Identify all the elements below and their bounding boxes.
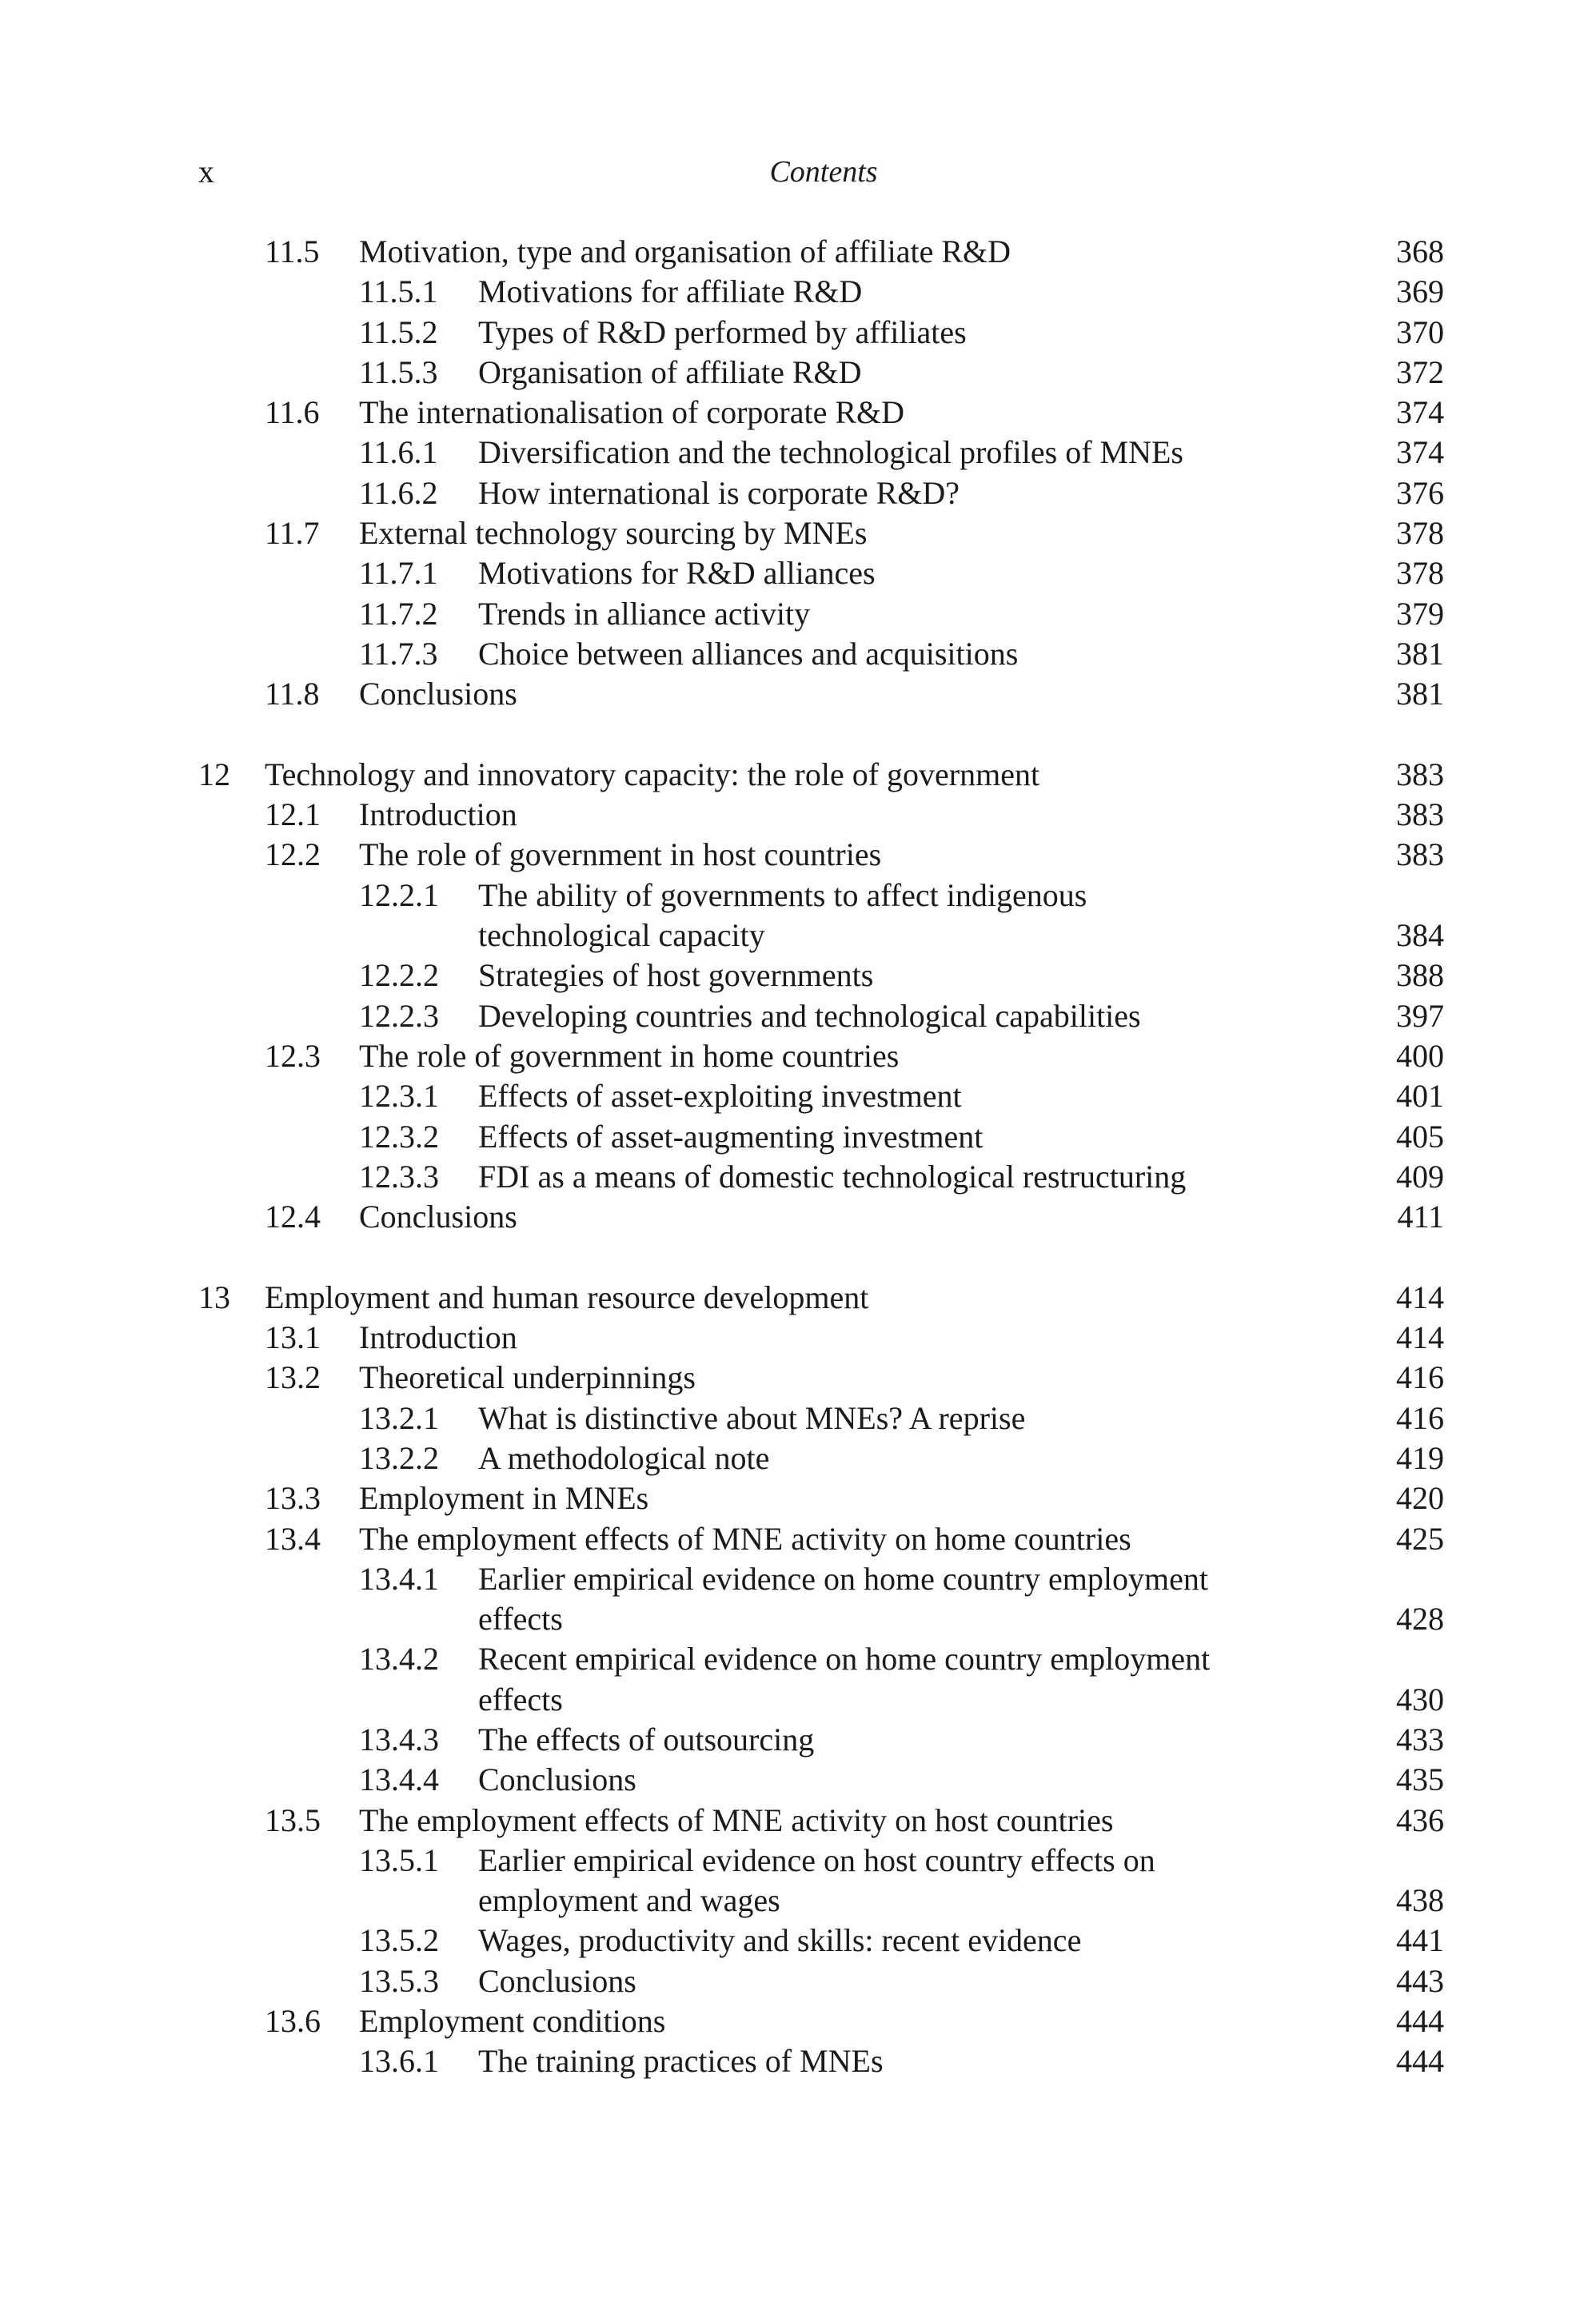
toc-entry-number: 13.5.3: [359, 1962, 439, 1999]
toc-entry-number: 11.7.2: [359, 595, 438, 632]
toc-entry-page: 414: [1396, 1319, 1444, 1356]
toc-entry[interactable]: [0, 1921, 1596, 1961]
toc-entry-number: 12.2: [265, 836, 321, 873]
toc-entry-title: technological capacity: [478, 917, 765, 954]
toc-chapter-entry[interactable]: [0, 755, 1596, 795]
toc-entry[interactable]: [0, 1760, 1596, 1800]
toc-entry-page: 444: [1396, 2003, 1444, 2040]
toc-entry-title: The effects of outsourcing: [478, 1721, 815, 1757]
table-of-contents: [0, 232, 1596, 2082]
toc-entry[interactable]: [0, 956, 1596, 995]
toc-entry-title: Theoretical underpinnings: [359, 1359, 696, 1396]
toc-entry[interactable]: [0, 1478, 1596, 1518]
toc-entry-title: Introduction: [359, 1319, 517, 1356]
toc-entry-title: Trends in alliance activity: [478, 595, 811, 632]
toc-entry-title: The internationalisation of corporate R&D: [359, 394, 905, 431]
toc-entry-page: 433: [1396, 1721, 1444, 1757]
toc-entry-page: 370: [1396, 313, 1444, 350]
toc-entry-page: 372: [1396, 353, 1444, 390]
toc-entry[interactable]: [0, 1559, 1596, 1599]
toc-entry-page: 368: [1396, 233, 1444, 269]
toc-entry-continuation[interactable]: [0, 1680, 1596, 1720]
toc-entry-title: Conclusions: [478, 1962, 636, 1999]
toc-entry-number: 12: [198, 756, 230, 792]
toc-entry-title: The employment effects of MNE activity on home countries: [359, 1520, 1131, 1557]
toc-entry[interactable]: [0, 876, 1596, 916]
toc-entry-number: 13.5.1: [359, 1841, 439, 1878]
toc-entry-number: 13.2.2: [359, 1439, 439, 1476]
toc-entry-page: 435: [1396, 1761, 1444, 1798]
toc-entry[interactable]: [0, 1117, 1596, 1157]
toc-entry-title: Earlier empirical evidence on host country effects on: [478, 1841, 1155, 1878]
toc-entry-title: effects: [478, 1601, 563, 1638]
toc-entry-number: 13.5.2: [359, 1922, 439, 1959]
toc-entry-title: Technology and innovatory capacity: the role of government: [265, 756, 1040, 792]
toc-entry[interactable]: [0, 313, 1596, 353]
toc-entry[interactable]: [0, 1157, 1596, 1197]
toc-entry-page: 428: [1396, 1601, 1444, 1638]
toc-entry-page: 381: [1396, 676, 1444, 712]
toc-entry-continuation[interactable]: [0, 1881, 1596, 1921]
toc-entry-title: A methodological note: [478, 1439, 770, 1476]
toc-entry-number: 11.5.2: [359, 313, 438, 350]
toc-entry-number: 13.6.1: [359, 2043, 439, 2080]
toc-entry-page: 378: [1396, 555, 1444, 592]
toc-entry-number: 12.3: [265, 1037, 321, 1074]
toc-entry-page: 388: [1396, 957, 1444, 994]
toc-entry-title: Organisation of affiliate R&D: [478, 353, 862, 390]
toc-entry-page: 419: [1396, 1439, 1444, 1476]
toc-entry-page: 436: [1396, 1801, 1444, 1838]
toc-entry-title: Motivations for R&D alliances: [478, 555, 876, 592]
page-number: x: [198, 154, 214, 190]
toc-entry-page: 384: [1396, 917, 1444, 954]
toc-entry[interactable]: [0, 1398, 1596, 1438]
toc-entry[interactable]: [0, 674, 1596, 714]
toc-entry-number: 11.6.1: [359, 434, 438, 471]
toc-entry-title: Introduction: [359, 796, 517, 833]
toc-entry-title: How international is corporate R&D?: [478, 474, 960, 511]
toc-entry-title: Strategies of host governments: [478, 957, 874, 994]
toc-entry-number: 12.2.2: [359, 957, 439, 994]
toc-entry-page: 379: [1396, 595, 1444, 632]
toc-entry-title: Motivation, type and organisation of affiliate R&D: [359, 233, 1011, 269]
toc-entry-title: Conclusions: [478, 1761, 636, 1798]
toc-entry-title: Effects of asset-exploiting investment: [478, 1078, 962, 1115]
toc-entry-title: The role of government in host countries: [359, 836, 882, 873]
toc-entry[interactable]: [0, 272, 1596, 312]
toc-entry-title: employment and wages: [478, 1882, 780, 1919]
toc-entry-page: 416: [1396, 1359, 1444, 1396]
toc-entry-title: Earlier empirical evidence on home country employment: [478, 1560, 1208, 1597]
toc-entry-title: Motivations for affiliate R&D: [478, 273, 863, 310]
toc-entry[interactable]: [0, 1720, 1596, 1760]
toc-entry-page: 441: [1396, 1922, 1444, 1959]
toc-entry[interactable]: [0, 232, 1596, 272]
toc-entry-title: Wages, productivity and skills: recent evidence: [478, 1922, 1082, 1959]
toc-entry[interactable]: [0, 2001, 1596, 2041]
toc-entry-number: 12.3.3: [359, 1158, 439, 1195]
toc-entry[interactable]: [0, 1197, 1596, 1237]
toc-entry[interactable]: [0, 1358, 1596, 1398]
toc-entry-number: 13.4.3: [359, 1721, 439, 1757]
toc-entry-number: 11.6: [265, 394, 320, 431]
toc-entry-page: 369: [1396, 273, 1444, 310]
toc-entry-number: 12.3.1: [359, 1078, 439, 1115]
toc-entry-number: 13.3: [265, 1480, 321, 1517]
toc-entry-page: 376: [1396, 474, 1444, 511]
toc-entry[interactable]: [0, 1639, 1596, 1679]
toc-entry-page: 374: [1396, 434, 1444, 471]
toc-entry-title: Recent empirical evidence on home country employment: [478, 1641, 1211, 1678]
toc-entry[interactable]: [0, 513, 1596, 553]
toc-entry-title: effects: [478, 1681, 563, 1718]
toc-entry-title: External technology sourcing by MNEs: [359, 515, 868, 552]
toc-entry[interactable]: [0, 553, 1596, 593]
toc-entry-number: 11.7.3: [359, 635, 438, 672]
toc-entry-title: Conclusions: [359, 676, 517, 712]
toc-entry-page: 420: [1396, 1480, 1444, 1517]
toc-entry-number: 13.2: [265, 1359, 321, 1396]
toc-entry-page: 378: [1396, 515, 1444, 552]
toc-entry[interactable]: [0, 393, 1596, 433]
toc-entry-number: 11.5.3: [359, 353, 438, 390]
toc-entry-number: 11.5.1: [359, 273, 438, 310]
toc-entry-page: 383: [1396, 796, 1444, 833]
toc-entry-number: 13.5: [265, 1801, 321, 1838]
toc-entry-number: 11.8: [265, 676, 320, 712]
toc-chapter-entry[interactable]: [0, 1278, 1596, 1318]
toc-entry-title: Employment and human resource development: [265, 1279, 869, 1315]
toc-entry-title: Employment conditions: [359, 2003, 666, 2040]
toc-entry-page: 397: [1396, 997, 1444, 1034]
toc-entry-page: 430: [1396, 1681, 1444, 1718]
toc-entry-number: 12.1: [265, 796, 321, 833]
page-header: [0, 152, 1596, 192]
toc-entry-number: 13.4: [265, 1520, 321, 1557]
toc-entry-number: 13.2.1: [359, 1399, 439, 1436]
toc-entry[interactable]: [0, 634, 1596, 674]
toc-entry-page: 383: [1396, 756, 1444, 792]
toc-entry-title: The employment effects of MNE activity on host countries: [359, 1801, 1114, 1838]
toc-entry-continuation[interactable]: [0, 916, 1596, 956]
toc-entry[interactable]: [0, 1438, 1596, 1478]
toc-entry-number: 11.6.2: [359, 474, 438, 511]
toc-entry-number: 12.3.2: [359, 1118, 439, 1155]
toc-entry-page: 383: [1396, 836, 1444, 873]
toc-entry-title: Choice between alliances and acquisitions: [478, 635, 1019, 672]
toc-entry[interactable]: [0, 1961, 1596, 2001]
toc-entry[interactable]: [0, 594, 1596, 634]
toc-entry[interactable]: [0, 835, 1596, 875]
toc-entry-page: 381: [1396, 635, 1444, 672]
toc-entry-number: 13.4.1: [359, 1560, 439, 1597]
toc-entry-number: 13: [198, 1279, 230, 1315]
toc-entry[interactable]: [0, 1036, 1596, 1076]
toc-entry-page: 438: [1396, 1882, 1444, 1919]
toc-entry-number: 11.7.1: [359, 555, 438, 592]
toc-entry-page: 401: [1396, 1078, 1444, 1115]
toc-entry-title: Diversification and the technological profiles of MNEs: [478, 434, 1183, 471]
toc-entry-number: 11.7: [265, 515, 320, 552]
toc-entry-number: 12.2.3: [359, 997, 439, 1034]
toc-entry-title: What is distinctive about MNEs? A reprise: [478, 1399, 1026, 1436]
toc-entry-continuation[interactable]: [0, 1599, 1596, 1639]
toc-entry-page: 411: [1397, 1199, 1444, 1235]
toc-entry[interactable]: [0, 996, 1596, 1036]
toc-entry-title: Types of R&D performed by affiliates: [478, 313, 967, 350]
toc-entry-title: Employment in MNEs: [359, 1480, 649, 1517]
toc-entry[interactable]: [0, 353, 1596, 393]
toc-entry[interactable]: [0, 1801, 1596, 1841]
toc-entry[interactable]: [0, 795, 1596, 835]
toc-entry-page: 405: [1396, 1118, 1444, 1155]
toc-entry[interactable]: [0, 473, 1596, 513]
toc-entry-page: 409: [1396, 1158, 1444, 1195]
toc-entry-number: 13.4.4: [359, 1761, 439, 1798]
toc-entry[interactable]: [0, 433, 1596, 473]
toc-entry-number: 12.4: [265, 1199, 321, 1235]
toc-entry-page: 444: [1396, 2043, 1444, 2080]
toc-entry-title: Conclusions: [359, 1199, 517, 1235]
toc-entry-number: 13.6: [265, 2003, 321, 2040]
toc-entry[interactable]: [0, 1076, 1596, 1116]
toc-entry-title: Developing countries and technological capabilities: [478, 997, 1141, 1034]
toc-entry-page: 374: [1396, 394, 1444, 431]
toc-entry-number: 13.1: [265, 1319, 321, 1356]
toc-entry-title: The training practices of MNEs: [478, 2043, 884, 2080]
toc-entry-page: 400: [1396, 1037, 1444, 1074]
toc-entry-number: 11.5: [265, 233, 320, 269]
toc-entry-title: Effects of asset-augmenting investment: [478, 1118, 984, 1155]
toc-entry-number: 13.4.2: [359, 1641, 439, 1678]
toc-entry[interactable]: [0, 1519, 1596, 1559]
toc-entry-page: 416: [1396, 1399, 1444, 1436]
toc-entry-title: FDI as a means of domestic technological restructuring: [478, 1158, 1187, 1195]
toc-entry[interactable]: [0, 1318, 1596, 1358]
toc-entry[interactable]: [0, 2041, 1596, 2081]
toc-entry-page: 443: [1396, 1962, 1444, 1999]
toc-entry-number: 12.2.1: [359, 876, 439, 913]
toc-entry-page: 425: [1396, 1520, 1444, 1557]
toc-entry-page: 414: [1396, 1279, 1444, 1315]
running-head: Contents: [769, 155, 878, 189]
toc-entry[interactable]: [0, 1841, 1596, 1881]
toc-entry-title: The role of government in home countries: [359, 1037, 900, 1074]
toc-entry-title: The ability of governments to affect indigenous: [478, 876, 1087, 913]
